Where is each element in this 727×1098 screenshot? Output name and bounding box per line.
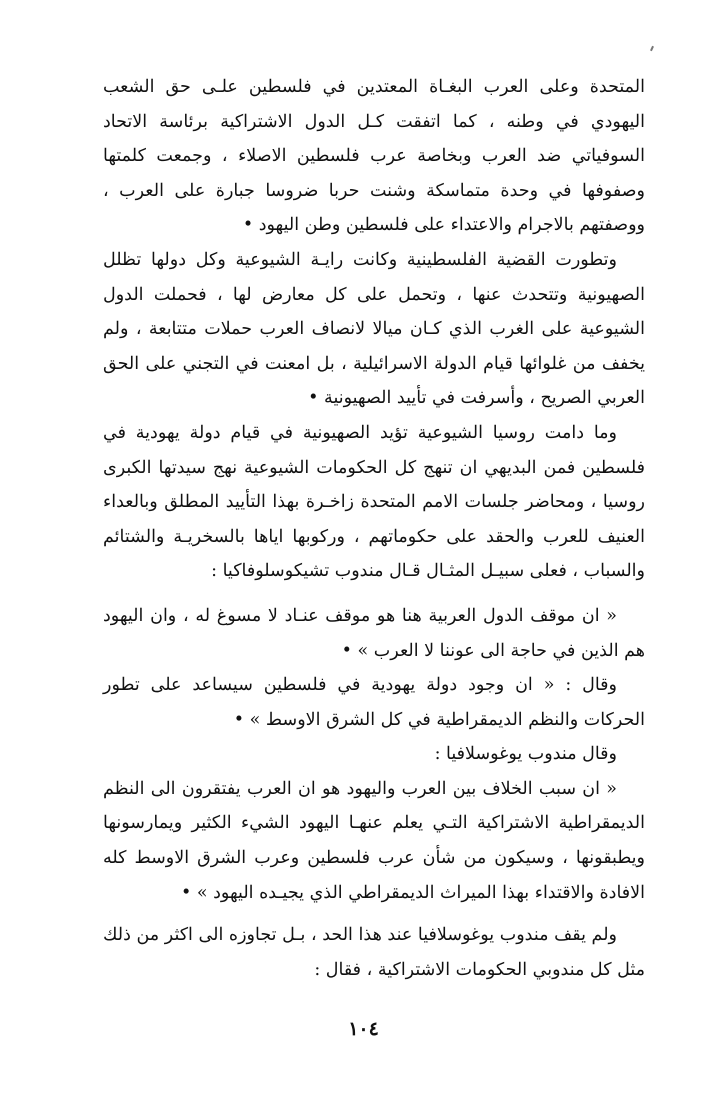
page-number: ١٠٤ (348, 1018, 379, 1040)
paragraph-quote-2: وقال : « ان وجود دولة يهودية في فلسطين سيساعد على تطور الحركات والنظم الديمقراطية في كل الشرق الاوسط » • (103, 675, 645, 730)
paragraph-2: وتطورت القضية الفلسطينية وكانت رايـة الشيوعية وكل دولها تظلل الصهيونية وتتحدث عنها ، وتحمل على كل معارض لها ، فحملت الدول الشيوعية على الغرب الذي كـان ميالا لانصاف العرب حملات متتابعة ، ولم يخفف من غلوائها قيام الدولة الاسرائيلية ، بل امعنت في التجني على الحق العربي الصريح ، وأسرفت في تأييد الصهيونية • (103, 249, 645, 409)
scan-speck (650, 46, 654, 51)
paragraph-3: وما دامت روسيا الشيوعية تؤيد الصهيونية في قيام دولة يهودية في فلسطين فمن البديهي ان تنهج كل الحكومات الشيوعية نهج سيدتها الكبرى روسيا ، ومحاضر جلسات الامم المتحدة زاخـرة بهذا التأييد المطلق وبالعداء العنيف للعرب والحقد على حكوماتهم ، وركوبها اياها بالسخريـة والشتائم والسباب ، فعلى سبيـل المثـال قـال مندوب تشيكوسلوفاكيا : (103, 422, 645, 582)
paragraph-yugoslavia-intro: وقال مندوب يوغوسلافيا : (434, 744, 617, 765)
paragraph-1: المتحدة وعلى العرب البغـاة المعتدين في فلسطين علـى حق الشعب اليهودي في وطنه ، كما اتفقت كـل الدول الاشتراكية برئاسة الاتحاد السوفياتي ضد العرب وبخاصة عرب فلسطين الاصلاء ، وجمعت كلمتها وصفوفها في وحدة متماسكة وشنت حربا ضروسا جبارة على العرب ، ووصفتهم بالاجرام والاعتداء على فلسطين وطن اليهود • (103, 77, 645, 236)
quote-yugoslavia: « ان سبب الخلاف بين العرب واليهود هو ان العرب يفتقرون الى النظم الديمقراطية الاشتراكية التـي يعلم عنهـا اليهود الشيء الكثير ويمارسونها ويطبقونها ، وسيكون من شأن عرب فلسطين وعرب الشرق الاوسط كله الافادة والاقتداء بهذا الميراث الديمقراطي الذي يجيـده اليهود » • (103, 778, 645, 903)
body-text (103, 70, 645, 987)
quote-czechoslovakia: « ان موقف الدول العربية هنا هو موقف عنـاد لا مسوغ له ، وان اليهود هم الذين في حاجة الى عوننا لا العرب » • (103, 605, 645, 661)
paragraph-final: ولم يقف مندوب يوغوسلافيا عند هذا الحد ، بـل تجاوزه الى اكثر من ذلك مثل كل مندوبي الحكومات الاشتراكية ، فقال : (103, 925, 645, 980)
